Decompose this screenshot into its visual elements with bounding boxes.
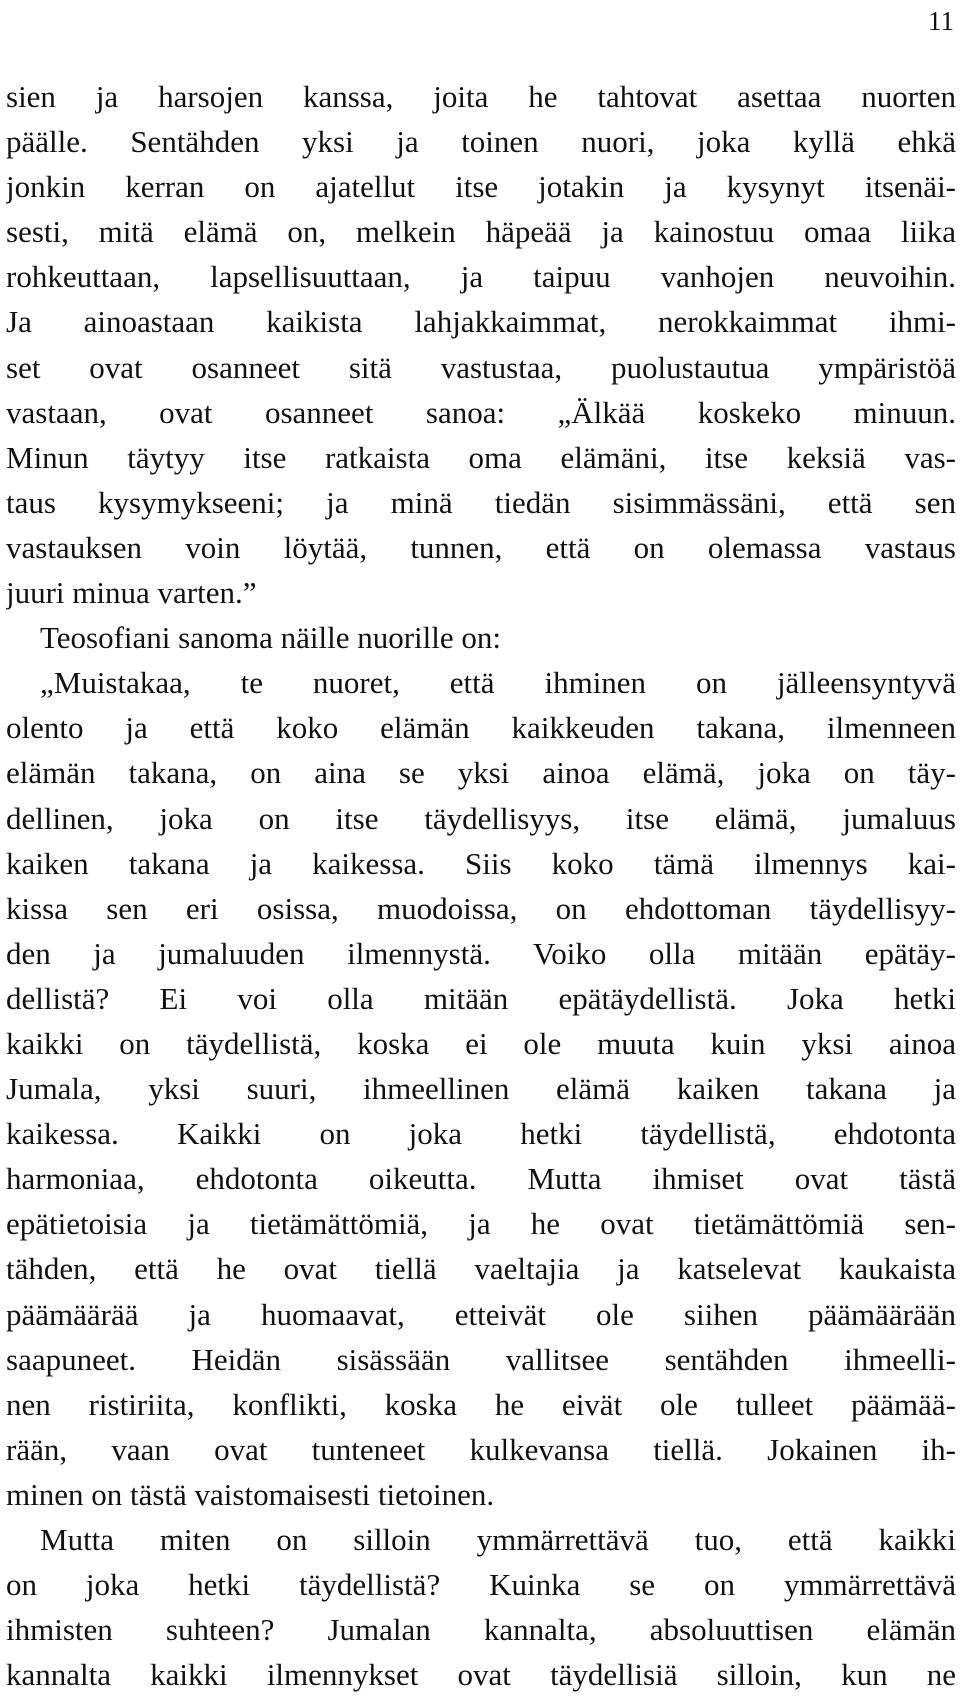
- text-line: set ovat osanneet sitä vastustaa, puolustautua ympäristöä: [6, 349, 956, 385]
- text-line: tähden, että he ovat tiellä vaeltajia ja katselevat kaukaista: [6, 1251, 956, 1287]
- text-line: kissa sen eri osissa, muodoissa, on ehdottoman täydellisyy-: [6, 890, 956, 926]
- text-line: epätietoisia ja tietämättömiä, ja he ovat tietämättömiä sen-: [6, 1206, 956, 1242]
- body-text: [6, 74, 956, 1697]
- text-line: päälle. Sentähden yksi ja toinen nuori, joka kyllä ehkä: [6, 124, 956, 160]
- text-line: „Muistakaa, te nuoret, että ihminen on jälleensyntyvä: [40, 665, 956, 701]
- text-line: taus kysymykseeni; ja minä tiedän sisimmässäni, että sen: [6, 484, 956, 520]
- text-line: vastauksen voin löytää, tunnen, että on olemassa vastaus: [6, 529, 956, 565]
- text-line: päämäärää ja huomaavat, etteivät ole siihen päämäärään: [6, 1296, 956, 1332]
- text-line: den ja jumaluuden ilmennystä. Voiko olla mitään epätäy-: [6, 935, 956, 971]
- text-line: sien ja harsojen kanssa, joita he tahtovat asettaa nuorten: [6, 79, 956, 114]
- text-line: Jumala, yksi suuri, ihmeellinen elämä kaiken takana ja: [6, 1071, 956, 1107]
- text-line: dellistä? Ei voi olla mitään epätäydellistä. Joka hetki: [6, 980, 956, 1016]
- text-line: dellinen, joka on itse täydellisyys, itse elämä, jumaluus: [6, 800, 956, 836]
- text-line: nen ristiriita, konflikti, koska he eivät ole tulleet päämää-: [6, 1386, 956, 1422]
- text-line: vastaan, ovat osanneet sanoa: „Älkää koskeko minuun.: [6, 394, 956, 430]
- text-line: rohkeuttaan, lapsellisuuttaan, ja taipuu vanhojen neuvoihin.: [6, 259, 956, 295]
- text-line: saapuneet. Heidän sisässään vallitsee sentähden ihmeelli-: [6, 1341, 956, 1377]
- text-line: Ja ainoastaan kaikista lahjakkaimmat, nerokkaimmat ihmi-: [6, 304, 956, 340]
- text-line: kaikki on täydellistä, koska ei ole muuta kuin yksi ainoa: [6, 1025, 956, 1061]
- page-number: 11: [928, 6, 954, 36]
- text-line: Mutta miten on silloin ymmärrettävä tuo, että kaikki: [40, 1522, 956, 1557]
- text-line: kaiken takana ja kaikessa. Siis koko tämä ilmennys kai-: [6, 845, 956, 881]
- text-line: olento ja että koko elämän kaikkeuden takana, ilmenneen: [6, 710, 956, 746]
- text-line: Teosofiani sanoma näille nuorille on:: [40, 620, 501, 656]
- text-line: minen on tästä vaistomaisesti tietoinen.: [6, 1476, 495, 1512]
- text-line: harmoniaa, ehdotonta oikeutta. Mutta ihmiset ovat tästä: [6, 1161, 956, 1197]
- text-line: jonkin kerran on ajatellut itse jotakin ja kysynyt itsenäi-: [6, 169, 956, 205]
- text-line: kaikessa. Kaikki on joka hetki täydellistä, ehdotonta: [6, 1116, 956, 1152]
- text-line: Minun täytyy itse ratkaista oma elämäni, itse keksiä vas-: [6, 439, 956, 475]
- text-line: juuri minua varten.”: [6, 575, 257, 611]
- text-line: on joka hetki täydellistä? Kuinka se on ymmärrettävä: [6, 1567, 956, 1603]
- text-line: rään, vaan ovat tunteneet kulkevansa tiellä. Jokainen ih-: [6, 1431, 956, 1467]
- text-line: sesti, mitä elämä on, melkein häpeää ja kainostuu omaa liika: [6, 214, 956, 250]
- text-line: ihmisten suhteen? Jumalan kannalta, absoluuttisen elämän: [6, 1612, 956, 1648]
- text-line: kannalta kaikki ilmennykset ovat täydellisiä silloin, kun ne: [6, 1657, 956, 1693]
- text-line: elämän takana, on aina se yksi ainoa elämä, joka on täy-: [6, 755, 956, 791]
